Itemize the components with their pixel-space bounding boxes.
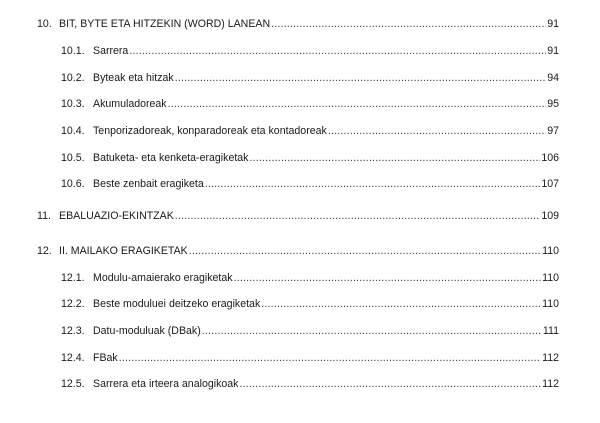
toc-entry-title: II. MAILAKO ERAGIKETAK	[59, 245, 188, 257]
toc-entry-title: FBak	[93, 352, 118, 364]
toc-entry-10[interactable]	[37, 17, 559, 31]
toc-entry-page: 95	[547, 98, 559, 110]
toc-entry-12-5[interactable]	[61, 377, 559, 391]
toc-entry-page: 110	[542, 272, 559, 284]
toc-entry-title: Modulu-amaierako eragiketak	[93, 272, 233, 284]
dot-leader	[239, 377, 541, 391]
dot-leader	[271, 17, 546, 31]
toc-entry-number: 10.3.	[61, 98, 85, 110]
toc-entry-number: 11.	[37, 210, 51, 222]
toc-entry-page: 91	[547, 18, 559, 30]
toc-entry-title: BIT, BYTE ETA HITZEKIN (WORD) LANEAN	[59, 18, 271, 30]
toc-entry-12-2[interactable]	[61, 297, 559, 311]
toc-entry-number: 12.2.	[61, 298, 85, 310]
toc-entry-number: 12.4.	[61, 352, 85, 364]
toc-entry-number: 10.2.	[61, 72, 85, 84]
toc-entry-12[interactable]	[37, 244, 559, 258]
dot-leader	[168, 97, 547, 111]
dot-leader	[234, 271, 542, 285]
toc-entry-number: 12.1.	[61, 272, 85, 284]
toc-entry-page: 110	[542, 245, 559, 257]
toc-entry-title: Beste zenbait eragiketa	[93, 178, 204, 190]
toc-entry-page: 112	[542, 378, 559, 390]
dot-leader	[129, 44, 546, 58]
toc-entry-number: 12.	[37, 245, 52, 257]
toc-entry-title: Akumuladoreak	[93, 98, 167, 110]
toc-entry-title: Sarrera	[93, 45, 129, 57]
toc-entry-page: 94	[547, 72, 559, 84]
dot-leader	[205, 177, 541, 191]
dot-leader	[328, 124, 546, 138]
toc-entry-page: 106	[541, 152, 559, 164]
toc-entry-title: EBALUAZIO-EKINTZAK	[59, 210, 174, 222]
dot-leader	[175, 209, 541, 223]
toc-entry-page: 109	[541, 210, 559, 222]
toc-entry-title: Tenporizadoreak, konparadoreak eta kontadoreak	[93, 125, 327, 137]
toc-entry-page: 110	[542, 298, 559, 310]
toc-entry-number: 10.1.	[61, 45, 85, 57]
toc-entry-12-1[interactable]	[61, 271, 559, 285]
dot-leader	[119, 351, 541, 365]
toc-entry-title: Beste moduluei deitzeko eragiketak	[93, 298, 261, 310]
toc-entry-10-6[interactable]	[61, 177, 559, 191]
toc-entry-title: Datu-moduluak (DBak)	[93, 325, 201, 337]
toc-entry-12-4[interactable]	[61, 351, 559, 365]
toc-entry-10-4[interactable]	[61, 124, 559, 138]
toc-entry-12-3[interactable]	[61, 324, 559, 338]
toc-entry-title: Batuketa- eta kenketa-eragiketak	[93, 152, 249, 164]
toc-entry-page: 107	[541, 178, 559, 190]
toc-entry-title: Sarrera eta irteera analogikoak	[93, 378, 239, 390]
toc-entry-number: 10.	[37, 18, 52, 30]
toc-entry-number: 12.5.	[61, 378, 85, 390]
toc-entry-number: 10.4.	[61, 125, 85, 137]
dot-leader	[202, 324, 542, 338]
dot-leader	[175, 71, 547, 85]
dot-leader	[249, 151, 540, 165]
toc-entry-page: 111	[542, 325, 559, 337]
toc-entry-11[interactable]	[37, 209, 559, 223]
toc-entry-10-3[interactable]	[61, 97, 559, 111]
toc-entry-title: Byteak eta hitzak	[93, 72, 174, 84]
toc-entry-page: 112	[542, 352, 559, 364]
toc-entry-10-2[interactable]	[61, 71, 559, 85]
toc-entry-10-5[interactable]	[61, 151, 559, 165]
dot-leader	[189, 244, 541, 258]
toc-entry-number: 12.3.	[61, 325, 85, 337]
toc-entry-number: 10.6.	[61, 178, 85, 190]
toc-entry-10-1[interactable]	[61, 44, 559, 58]
toc-entry-page: 91	[547, 45, 559, 57]
toc-entry-page: 97	[547, 125, 559, 137]
toc-entry-number: 10.5.	[61, 152, 85, 164]
dot-leader	[261, 297, 541, 311]
